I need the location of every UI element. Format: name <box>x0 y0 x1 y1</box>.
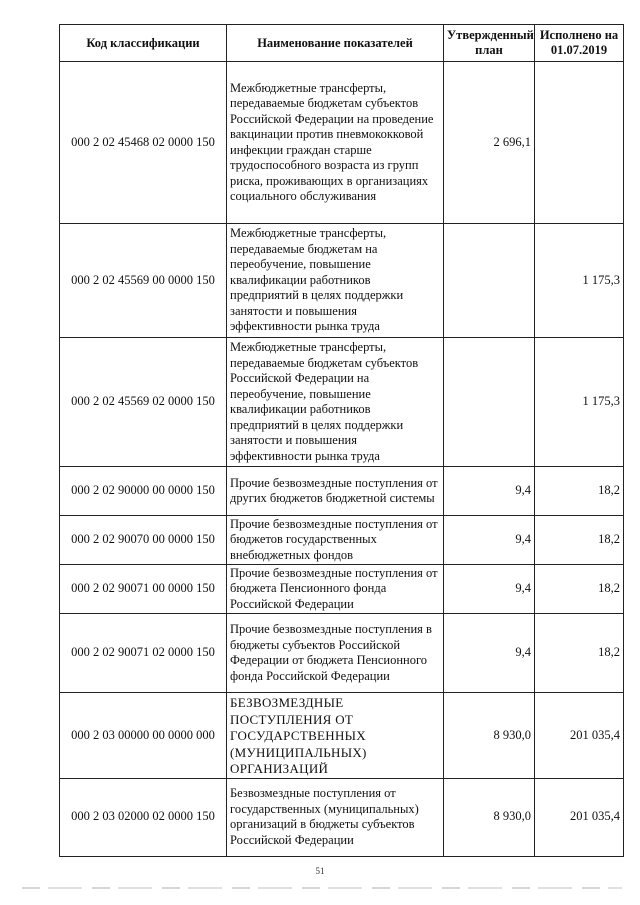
row-done: 18,2 <box>535 565 624 614</box>
row-name: Межбюджетные трансферты, передаваемые бюджетам на переобучение, повышение квалификации работников предприятий в целях поддержки занятости и повышения эффективности рынка труда <box>227 224 444 338</box>
table-row <box>60 778 624 856</box>
row-done: 18,2 <box>535 614 624 693</box>
row-code: 000 2 03 02000 02 0000 150 <box>60 778 227 856</box>
row-code: 000 2 02 45468 02 0000 150 <box>60 62 227 224</box>
row-plan: 2 696,1 <box>444 62 535 224</box>
header-plan: Утвержденный план <box>444 25 535 62</box>
table-row <box>60 338 624 467</box>
table-row <box>60 614 624 693</box>
table-row <box>60 467 624 516</box>
row-done: 18,2 <box>535 467 624 516</box>
row-name: Межбюджетные трансферты, передаваемые бюджетам субъектов Российской Федерации на проведение вакцинации против пневмококковой инфекции граждан старше трудоспособного возраста из групп риска, проживающих в организациях социального обслуживания <box>227 62 444 224</box>
budget-table <box>59 24 624 857</box>
table-row <box>60 516 624 565</box>
row-plan: 9,4 <box>444 467 535 516</box>
table-header-row <box>60 25 624 62</box>
row-name: Прочие безвозмездные поступления от бюджетов государственных внебюджетных фондов <box>227 516 444 565</box>
row-done: 18,2 <box>535 516 624 565</box>
row-plan: 9,4 <box>444 565 535 614</box>
header-name: Наименование показателей <box>227 25 444 62</box>
row-name: Прочие безвозмездные поступления от других бюджетов бюджетной системы <box>227 467 444 516</box>
row-done <box>535 62 624 224</box>
row-code: 000 2 03 00000 00 0000 000 <box>60 693 227 779</box>
row-name: Прочие безвозмездные поступления в бюджеты субъектов Российской Федерации от бюджета Пенсионного фонда Российской Федерации <box>227 614 444 693</box>
row-plan: 9,4 <box>444 614 535 693</box>
row-name: Безвозмездные поступления от государственных (муниципальных) организаций в бюджеты субъектов Российской Федерации <box>227 778 444 856</box>
row-code: 000 2 02 90071 02 0000 150 <box>60 614 227 693</box>
table-row <box>60 565 624 614</box>
row-code: 000 2 02 90070 00 0000 150 <box>60 516 227 565</box>
row-code: 000 2 02 45569 00 0000 150 <box>60 224 227 338</box>
page-number: 51 <box>315 866 325 876</box>
header-done: Исполнено на 01.07.2019 <box>535 25 624 62</box>
row-plan: 9,4 <box>444 516 535 565</box>
row-plan <box>444 224 535 338</box>
table-row <box>60 693 624 779</box>
row-code: 000 2 02 90000 00 0000 150 <box>60 467 227 516</box>
row-code: 000 2 02 90071 00 0000 150 <box>60 565 227 614</box>
row-done: 201 035,4 <box>535 778 624 856</box>
scan-artifact-line <box>22 887 622 889</box>
row-done: 201 035,4 <box>535 693 624 779</box>
table-row <box>60 62 624 224</box>
header-code: Код классификации <box>60 25 227 62</box>
row-plan: 8 930,0 <box>444 778 535 856</box>
table-row <box>60 224 624 338</box>
row-name: Прочие безвозмездные поступления от бюджета Пенсионного фонда Российской Федерации <box>227 565 444 614</box>
row-plan <box>444 338 535 467</box>
row-name: Межбюджетные трансферты, передаваемые бюджетам субъектов Российской Федерации на переобучение, повышение квалификации работников предприятий в целях поддержки занятости и повышения эффективности рынка труда <box>227 338 444 467</box>
row-name: БЕЗВОЗМЕЗДНЫЕ ПОСТУПЛЕНИЯ ОТ ГОСУДАРСТВЕННЫХ (МУНИЦИПАЛЬНЫХ) ОРГАНИЗАЦИЙ <box>227 693 444 779</box>
row-done: 1 175,3 <box>535 224 624 338</box>
row-plan: 8 930,0 <box>444 693 535 779</box>
row-done: 1 175,3 <box>535 338 624 467</box>
row-code: 000 2 02 45569 02 0000 150 <box>60 338 227 467</box>
